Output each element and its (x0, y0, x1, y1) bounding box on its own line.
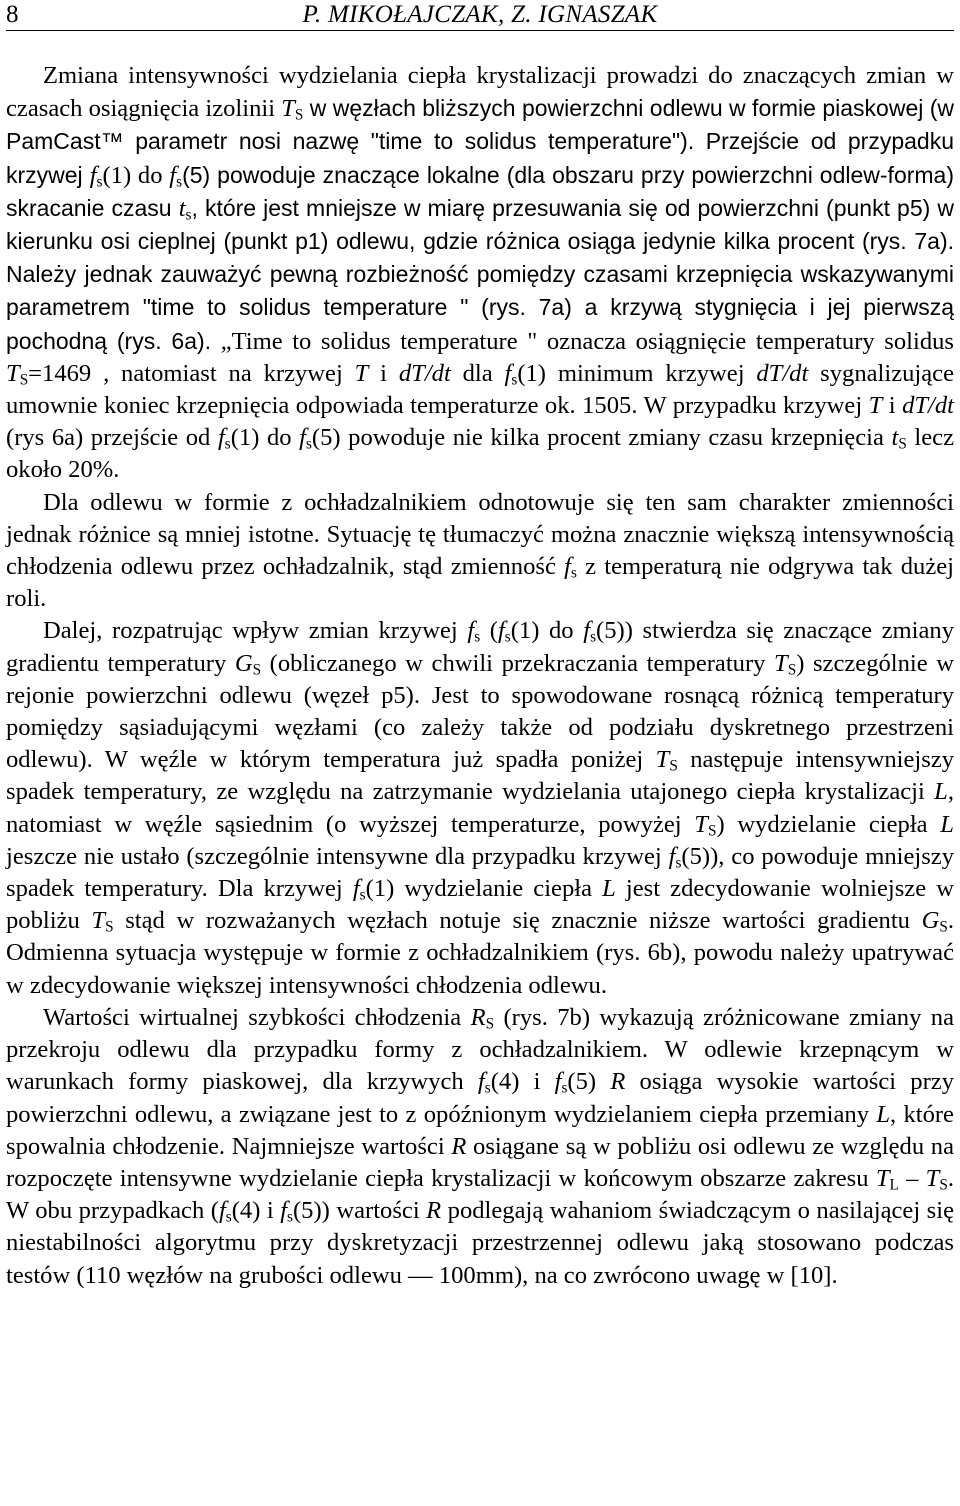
text-run: (5)) stwierdza się znaczące zmiany gradientu temperatury (6, 617, 954, 677)
math-symbol: f (668, 842, 676, 870)
math-symbol: T (354, 359, 369, 387)
math-symbol: f (352, 875, 360, 903)
subscript: s (287, 1208, 293, 1226)
subscript: s (305, 435, 312, 453)
math-symbol: dT/dt (902, 392, 954, 420)
text-run: następuje intensywniejszy spadek temperatury, ze względu na zatrzymanie wydzielania utajonego ciepła krystalizacji (6, 746, 955, 806)
math-symbol: T (655, 746, 670, 774)
body-paragraph-3 (6, 615, 954, 1001)
text-run: (4) i (231, 1197, 281, 1225)
math-symbol: f (477, 1068, 485, 1096)
text-run: (5)) wartości (292, 1197, 427, 1225)
math-symbol: L (602, 875, 616, 903)
subscript: L (889, 1176, 899, 1194)
subscript: s (561, 1079, 568, 1097)
text-run: (1) minimum krzywej (517, 359, 757, 387)
text-run: osiąga wysokie wartości przy powierzchni odlewu, a związane jest to z opóźnionym wydzielaniem ciepła przemiany (6, 1068, 954, 1128)
text-run: (5)), co powoduje mniejszy spadek temperatury. Dla krzywej (6, 842, 954, 903)
math-symbol: f (217, 424, 225, 452)
math-symbol: f (583, 617, 591, 645)
text-run: i (368, 359, 399, 387)
text-run: (5) powoduje nie kilka procent zmiany czasu krzepnięcia (311, 424, 892, 452)
math-symbol: T (875, 1164, 890, 1192)
text-run-sans: , które jest mniejsze w miarę przesuwania się od powierzchni (punkt p5) w kierunku osi cieplnej (punkt p1) odlewu, gdzie różnica osiąga jedynie kilka procent (rys. 7a). Należy jednak zauważyć pewną rozbieżność pomiędzy czasami krzepnięcia wskazywanymi parametrem "time to solidus temperature " (rys. 7a) a krzywą stygnięcia i jej pierwszą pochodną (rys. 6a). (6, 194, 954, 354)
text-run: Zmiana intensywności wydzielania ciepła krystalizacji prowadzi do znaczących zmian w czasach osiągnięcia izolinii (6, 62, 954, 123)
math-symbol: R (426, 1197, 442, 1225)
text-run: „Time to solidus temperature " oznacza osiągnięcie temperatury solidus (211, 327, 954, 355)
math-symbol: L (934, 778, 948, 806)
subscript: s (185, 206, 192, 224)
math-symbol: f (564, 553, 571, 581)
text-run: z temperaturą nie odgrywa tak dużej roli. (6, 553, 954, 613)
math-symbol: dT/dt (398, 359, 451, 387)
subscript: S (252, 661, 262, 678)
subscript: S (939, 918, 948, 936)
text-run: (1) do (230, 424, 300, 452)
text-run: lecz około 20%. (6, 424, 954, 484)
text-run: osiągane są w pobliżu osi odlewu ze względu na rozpoczęte intensywne wydzielanie ciepła krystalizacji w końcowym obszarze zakresu (6, 1132, 955, 1192)
text-run: dla (450, 359, 505, 387)
subscript: s (96, 172, 103, 190)
body-paragraph-4 (6, 1002, 954, 1292)
subscript: S (485, 1015, 495, 1033)
text-run: (obliczanego w chwili przekraczania temperatury (261, 649, 775, 677)
math-symbol: R (610, 1068, 626, 1096)
subscript: s (225, 1208, 232, 1226)
text-run: =1469 , natomiast na krzywej (28, 359, 355, 387)
text-run: i (882, 392, 903, 420)
math-symbol: f (467, 617, 475, 645)
text-run: (1) do (510, 617, 584, 645)
subscript: s (484, 1079, 491, 1097)
math-symbol: t (891, 424, 899, 452)
math-symbol: f (169, 161, 177, 189)
running-header (6, 0, 954, 31)
subscript: s (474, 628, 481, 646)
body-paragraph-2 (6, 487, 954, 616)
text-run: ( (480, 617, 498, 645)
math-symbol: T (91, 907, 106, 935)
math-symbol: G (234, 649, 253, 677)
math-symbol: R (470, 1003, 486, 1031)
text-run: (5) (567, 1068, 611, 1096)
math-symbol: T (281, 95, 295, 123)
math-symbol: T (6, 359, 20, 387)
math-symbol: T (774, 649, 788, 677)
subscript: s (504, 628, 511, 646)
subscript: S (19, 371, 29, 389)
subscript: S (939, 1176, 948, 1194)
text-run: Dalej, rozpatrując wpływ zmian krzywej (43, 617, 468, 645)
text-run-sans: w węzłach bliższych powierzchni odlewu w formie piaskowej (w PamCast™ parametr nosi nazwę "time to solidus temperature"). Przejście od przypadku krzywej (6, 95, 955, 188)
page-number: 8 (6, 1, 19, 28)
subscript: s (359, 886, 366, 904)
math-symbol: f (554, 1068, 562, 1096)
text-run: (1) do (102, 161, 170, 189)
text-run: ) wydzielanie ciepła (716, 810, 941, 838)
text-run: , natomiast w węźle sąsiednim (o wyższej temperaturze, powyżej (6, 778, 954, 838)
math-symbol: T (694, 810, 708, 838)
subscript: S (707, 822, 717, 840)
text-run: sygnalizujące umownie koniec krzepnięcia odpowiada temperaturze ok. 1505. W przypadku krzywej (6, 359, 954, 420)
subscript: s (224, 435, 231, 453)
math-symbol: f (89, 161, 97, 189)
text-run: jeszcze nie ustało (szczególnie intensywne dla przypadku krzywej (6, 842, 669, 870)
subscript: s (590, 628, 597, 646)
math-symbol: R (451, 1132, 467, 1160)
subscript: S (787, 661, 797, 678)
text-run: (rys 6a) przejście od (6, 424, 218, 452)
body-text (6, 60, 954, 1292)
text-run: podlegają wahaniom świadczącym o nasilającej się niestabilności algorytmu przy dyskretyzacji przestrzennej odlewu jaką stosowano podczas testów (110 węzłów na grubości odlewu — 100mm), na co zwrócono uwagę w [10]. (6, 1197, 954, 1289)
subscript: S (898, 435, 907, 453)
text-run: . W obu przypadkach ( (6, 1164, 954, 1225)
text-run: Dla odlewu w formie z ochładzalnikiem odnotowuje się ten sam charakter zmienności jednak różnice są mniej istotne. Sytuację tę tłumaczyć można znacznie większą intensywnością chłodzenia odlewu przez ochładzalnik, stąd zmienność (6, 488, 954, 581)
text-run: (4) i (490, 1068, 555, 1096)
subscript: s (511, 371, 518, 389)
text-run: , które spowalnia chłodzenie. Najmniejsze wartości (6, 1100, 954, 1160)
math-symbol: dT/dt (756, 359, 809, 387)
math-symbol: f (280, 1197, 288, 1225)
math-symbol: t (178, 194, 186, 222)
subscript: s (675, 854, 682, 872)
subscript: S (105, 918, 114, 936)
math-symbol: G (921, 907, 940, 935)
text-run: . Odmienna sytuacja występuje w formie z ochładzalnikiem (rys. 6b), powodu należy upatrywać w zdecydowanie większej intensywności chłodzenia odlewu. (6, 907, 954, 999)
math-symbol: L (940, 810, 954, 838)
body-paragraph-1 (6, 60, 954, 487)
math-symbol: f (504, 359, 512, 387)
math-symbol: T (868, 392, 883, 420)
subscript: s (176, 172, 183, 190)
text-run: (1) wydzielanie ciepła (365, 875, 603, 903)
math-symbol: L (876, 1100, 890, 1128)
text-run: Wartości wirtualnej szybkości chłodzenia (43, 1003, 471, 1031)
math-symbol: T (925, 1164, 940, 1192)
subscript: s (570, 564, 577, 582)
text-run-sans: (5) powoduje znaczące lokalne (dla obszaru przy powierzchni odlew-forma) skracanie czasu (6, 161, 955, 221)
text-run: (rys. 7b) wykazują zróżnicowane zmiany na przekroju odlewu dla przypadku formy z ochładzalnikiem. W odlewie krzepnącym w warunkach formy piaskowej, dla krzywych (6, 1003, 954, 1096)
math-symbol: f (299, 424, 306, 452)
text-run: stąd w rozważanych węzłach notuje się znacznie niższe wartości gradientu (113, 907, 922, 935)
math-symbol: f (497, 617, 505, 645)
text-run: ) szczególnie w rejonie powierzchni odlewu (węzeł p5). Jest to spowodowane rosnącą różnicą temperatury pomiędzy sąsiadującymi węzłami (co zależy także od podziału dyskretnego przestrzeni odlewu). W węźle w którym temperatura już spadła poniżej (6, 649, 954, 774)
subscript: S (294, 106, 304, 124)
text-run: jest zdecydowanie wolniejsze w pobliżu (6, 875, 954, 935)
math-symbol: f (218, 1197, 226, 1225)
running-head-authors: P. MIKOŁAJCZAK, Z. IGNASZAK (302, 1, 658, 28)
subscript: S (669, 757, 678, 775)
text-run: – (898, 1164, 926, 1192)
